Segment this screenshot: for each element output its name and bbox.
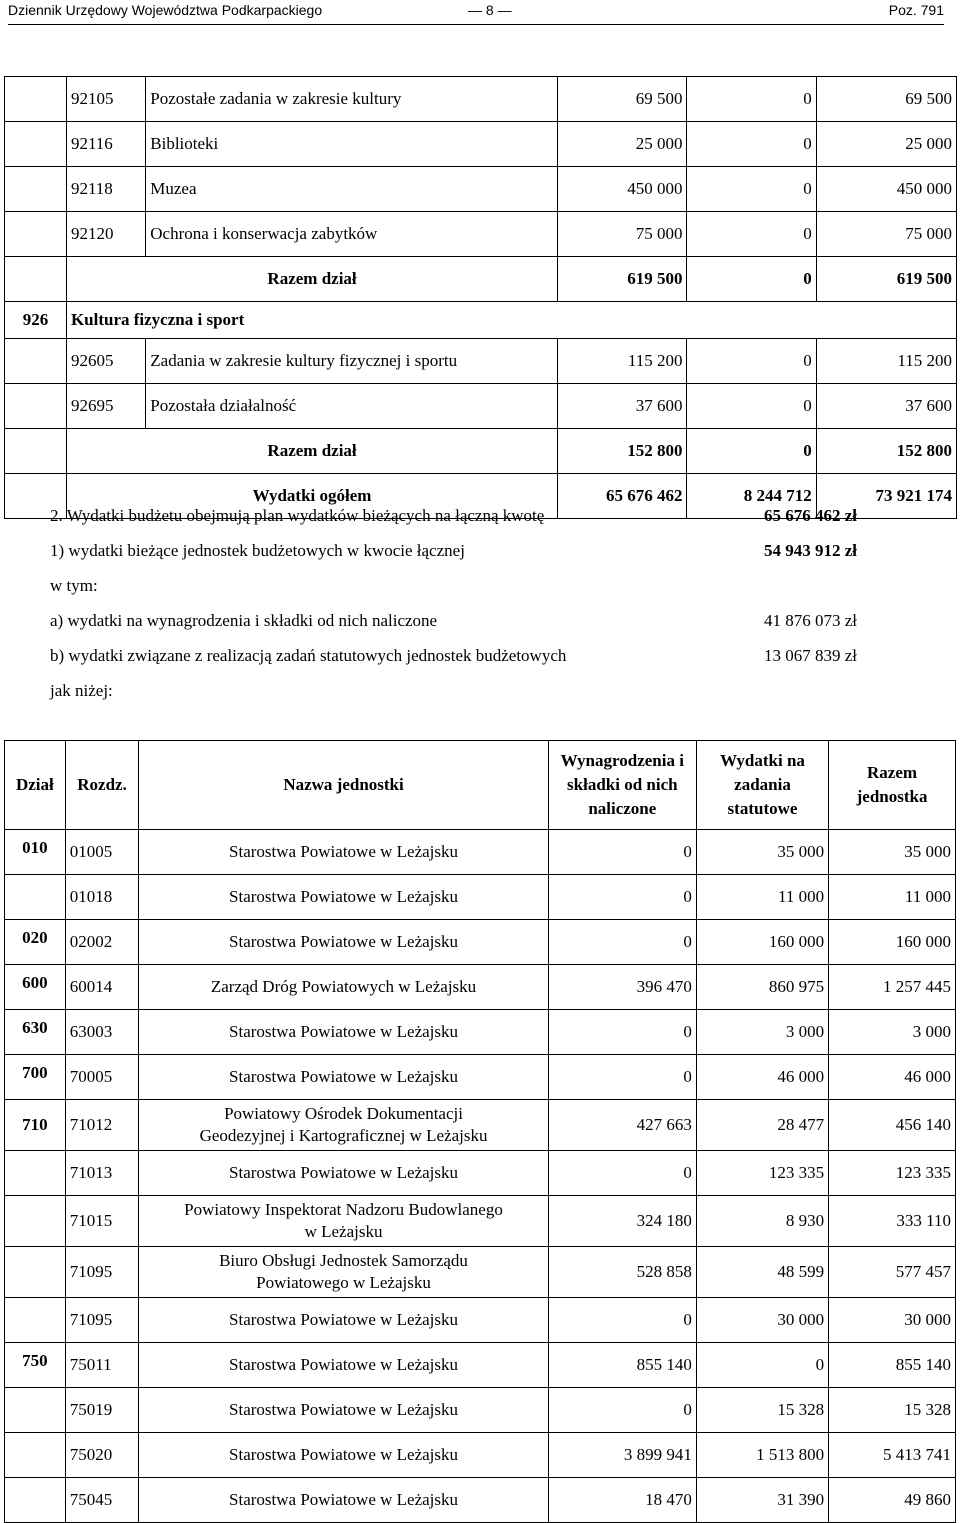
value-cell: 0 [687,257,816,302]
dzial-cell [5,875,66,920]
name-cell: Zadania w zakresie kultury fizycznej i sportu [146,339,558,384]
unit-name-line: Starostwa Powiatowe w Leżajsku [229,1355,459,1374]
total-cell: 123 335 [829,1151,956,1196]
summary-amount: 65 676 462 zł [764,506,858,525]
value-cell: 8 244 712 [687,474,816,519]
salaries-cell: 0 [548,1055,696,1100]
statutory-cell: 46 000 [696,1055,828,1100]
table-row [5,875,956,920]
page-number: — 8 — [468,2,512,18]
summary-line [50,673,930,708]
summary-text: 1) wydatki bieżące jednostek budżetowych w kwocie łącznej [50,541,465,560]
statutory-cell: 0 [696,1343,828,1388]
name-cell: Pozostała działalność [146,384,558,429]
salaries-cell: 0 [548,920,696,965]
dzial-cell [5,1478,66,1523]
unit-name-line: Powiatowy Inspektorat Nadzoru Budowlanego [184,1200,503,1219]
salaries-cell: 0 [548,1151,696,1196]
unit-name-line: Starostwa Powiatowe w Leżajsku [229,932,459,951]
dzial-cell: 010 [5,830,66,875]
unit-name-line: Starostwa Powiatowe w Leżajsku [229,1400,459,1419]
dzial-cell [5,212,67,257]
value-cell: 25 000 [558,122,687,167]
table-header-row [5,741,956,830]
statutory-cell: 3 000 [696,1010,828,1055]
table-row [5,384,957,429]
dzial-cell [5,1388,66,1433]
position-number: Poz. 791 [888,2,944,18]
unit-name-line: Powiatowy Ośrodek Dokumentacji [224,1104,463,1123]
section-number: 926 [5,302,67,339]
total-cell: 30 000 [829,1298,956,1343]
section-name: Kultura fizyczna i sport [66,302,956,339]
summary-amount: 54 943 912 zł [764,541,858,560]
summary-line [50,638,930,673]
value-cell: 69 500 [816,77,956,122]
summary-text: b) wydatki związane z realizacją zadań statutowych jednostek budżetowych [50,646,567,665]
page-header [8,0,944,25]
total-cell: 1 257 445 [829,965,956,1010]
dzial-cell [5,1151,66,1196]
table-row [5,122,957,167]
total-cell: 855 140 [829,1343,956,1388]
unit-name-line: Starostwa Powiatowe w Leżajsku [229,1445,459,1464]
summary-line [50,498,930,533]
table-row [5,429,957,474]
rozdzial-cell: 63003 [65,1010,139,1055]
total-cell: 456 140 [829,1100,956,1151]
table-row [5,1433,956,1478]
unit-name-cell [139,830,548,875]
statutory-cell: 48 599 [696,1247,828,1298]
value-cell: 0 [687,122,816,167]
unit-name-line: Starostwa Powiatowe w Leżajsku [229,1490,459,1509]
table-row [5,1055,956,1100]
name-cell: Biblioteki [146,122,558,167]
table-row [5,1010,956,1055]
salaries-cell: 0 [548,1010,696,1055]
unit-name-cell [139,1388,548,1433]
value-cell: 450 000 [816,167,956,212]
total-cell: 15 328 [829,1388,956,1433]
rozdzial-cell: 92695 [66,384,145,429]
total-cell: 49 860 [829,1478,956,1523]
summary-text: a) wydatki na wynagrodzenia i składki od nich naliczone [50,611,438,630]
salaries-cell: 0 [548,875,696,920]
statutory-cell: 8 930 [696,1196,828,1247]
value-cell: 73 921 174 [816,474,956,519]
rozdzial-cell: 60014 [65,965,139,1010]
total-cell: 46 000 [829,1055,956,1100]
salaries-cell: 0 [548,1298,696,1343]
summary-amount: 41 876 073 zł [764,611,858,630]
value-cell: 115 200 [816,339,956,384]
dzial-cell [5,167,67,212]
value-cell: 0 [687,384,816,429]
sum-label: Razem dział [66,429,557,474]
value-cell: 115 200 [558,339,687,384]
unit-name-cell [139,1196,548,1247]
total-cell: 160 000 [829,920,956,965]
summary-text: jak niżej: [50,681,113,700]
dzial-cell [5,1433,66,1478]
expenses-summary-section [50,498,930,708]
total-cell: 35 000 [829,830,956,875]
value-cell: 0 [687,339,816,384]
journal-title: Dziennik Urzędowy Województwa Podkarpackiego [8,2,323,18]
rozdzial-cell: 02002 [65,920,139,965]
rozdzial-cell: 71095 [65,1247,139,1298]
summary-line [50,568,930,603]
rozdzial-cell: 92105 [66,77,145,122]
unit-name-cell [139,965,548,1010]
units-expenses-table [4,740,956,1523]
salaries-cell: 0 [548,1388,696,1433]
table-row [5,830,956,875]
sum-label: Razem dział [66,257,557,302]
table-row [5,1298,956,1343]
rozdzial-cell: 71013 [65,1151,139,1196]
header-dzial: Dział [5,741,66,830]
unit-name-line: Starostwa Powiatowe w Leżajsku [229,842,459,861]
total-cell: 577 457 [829,1247,956,1298]
value-cell: 619 500 [558,257,687,302]
rozdzial-cell: 92118 [66,167,145,212]
dzial-cell [5,77,67,122]
value-cell: 0 [687,429,816,474]
table-row [5,302,957,339]
dzial-cell: 700 [5,1055,66,1100]
expenses-table-continued [4,76,957,519]
value-cell: 75 000 [558,212,687,257]
table-row [5,965,956,1010]
table-row [5,1196,956,1247]
salaries-cell: 3 899 941 [548,1433,696,1478]
unit-name-line: Starostwa Powiatowe w Leżajsku [229,887,459,906]
unit-name-cell [139,1478,548,1523]
value-cell: 37 600 [816,384,956,429]
rozdzial-cell: 92116 [66,122,145,167]
unit-name-cell [139,920,548,965]
unit-name-cell [139,1055,548,1100]
salaries-cell: 396 470 [548,965,696,1010]
value-cell: 69 500 [558,77,687,122]
value-cell: 152 800 [558,429,687,474]
table-row [5,1478,956,1523]
rozdzial-cell: 92120 [66,212,145,257]
salaries-cell: 427 663 [548,1100,696,1151]
rozdzial-cell: 01005 [65,830,139,875]
header-total: Razem jednostka [829,741,956,830]
value-cell: 152 800 [816,429,956,474]
total-cell: 5 413 741 [829,1433,956,1478]
rozdzial-cell: 75011 [65,1343,139,1388]
dzial-cell [5,339,67,384]
name-cell: Pozostałe zadania w zakresie kultury [146,77,558,122]
statutory-cell: 860 975 [696,965,828,1010]
value-cell: 0 [687,77,816,122]
empty-cell [5,257,67,302]
empty-cell [5,429,67,474]
rozdzial-cell: 75020 [65,1433,139,1478]
summary-line [50,533,930,568]
unit-name-cell [139,1151,548,1196]
salaries-cell: 0 [548,830,696,875]
unit-name-line: Powiatowego w Leżajsku [256,1273,431,1292]
value-cell: 75 000 [816,212,956,257]
statutory-cell: 35 000 [696,830,828,875]
unit-name-line: Zarząd Dróg Powiatowych w Leżajsku [210,977,477,996]
statutory-cell: 15 328 [696,1388,828,1433]
dzial-cell [5,1247,66,1298]
unit-name-line: Starostwa Powiatowe w Leżajsku [229,1022,459,1041]
statutory-cell: 30 000 [696,1298,828,1343]
header-salaries: Wynagrodzenia i składki od nich naliczone [548,741,696,830]
name-cell: Ochrona i konserwacja zabytków [146,212,558,257]
rozdzial-cell: 71015 [65,1196,139,1247]
table-row [5,1151,956,1196]
unit-name-line: Starostwa Powiatowe w Leżajsku [229,1310,459,1329]
table-row [5,212,957,257]
unit-name-cell [139,1010,548,1055]
summary-amount: 13 067 839 zł [764,646,858,665]
summary-line [50,603,930,638]
statutory-cell: 31 390 [696,1478,828,1523]
statutory-cell: 1 513 800 [696,1433,828,1478]
header-statutory: Wydatki na zadania statutowe [696,741,828,830]
salaries-cell: 324 180 [548,1196,696,1247]
summary-text: 2. Wydatki budżetu obejmują plan wydatków bieżących na łączną kwotę [50,506,545,525]
dzial-cell [5,1196,66,1247]
rozdzial-cell: 92605 [66,339,145,384]
rozdzial-cell: 01018 [65,875,139,920]
statutory-cell: 123 335 [696,1151,828,1196]
dzial-cell [5,1298,66,1343]
value-cell: 450 000 [558,167,687,212]
table-row [5,167,957,212]
rozdzial-cell: 71095 [65,1298,139,1343]
dzial-cell [5,384,67,429]
value-cell: 25 000 [816,122,956,167]
name-cell: Muzea [146,167,558,212]
unit-name-line: Geodezyjnej i Kartograficznej w Leżajsku [199,1126,488,1145]
table-row [5,257,957,302]
table-row [5,1343,956,1388]
table-row [5,339,957,384]
unit-name-cell [139,1298,548,1343]
dzial-cell: 750 [5,1343,66,1388]
value-cell: 0 [687,167,816,212]
unit-name-cell [139,1100,548,1151]
total-cell: 11 000 [829,875,956,920]
table-row [5,1247,956,1298]
rozdzial-cell: 75019 [65,1388,139,1433]
dzial-cell [5,122,67,167]
header-rozdz: Rozdz. [65,741,139,830]
rozdzial-cell: 75045 [65,1478,139,1523]
statutory-cell: 11 000 [696,875,828,920]
rozdzial-cell: 71012 [65,1100,139,1151]
table-row [5,1388,956,1433]
dzial-cell: 630 [5,1010,66,1055]
unit-name-line: Starostwa Powiatowe w Leżajsku [229,1067,459,1086]
rozdzial-cell: 70005 [65,1055,139,1100]
unit-name-line: Biuro Obsługi Jednostek Samorządu [219,1251,468,1270]
salaries-cell: 528 858 [548,1247,696,1298]
statutory-cell: 28 477 [696,1100,828,1151]
sum-label: Wydatki ogółem [66,474,557,519]
total-cell: 333 110 [829,1196,956,1247]
dzial-cell: 020 [5,920,66,965]
summary-text: w tym: [50,576,98,595]
dzial-cell: 600 [5,965,66,1010]
salaries-cell: 855 140 [548,1343,696,1388]
unit-name-cell [139,1247,548,1298]
value-cell: 0 [687,212,816,257]
table-row [5,920,956,965]
unit-name-cell [139,1343,548,1388]
unit-name-line: w Leżajsku [304,1222,383,1241]
table-row [5,77,957,122]
value-cell: 619 500 [816,257,956,302]
header-unit-name: Nazwa jednostki [139,741,548,830]
unit-name-line: Starostwa Powiatowe w Leżajsku [229,1163,459,1182]
unit-name-cell [139,875,548,920]
total-cell: 3 000 [829,1010,956,1055]
statutory-cell: 160 000 [696,920,828,965]
value-cell: 37 600 [558,384,687,429]
salaries-cell: 18 470 [548,1478,696,1523]
dzial-cell: 710 [5,1100,66,1151]
value-cell: 65 676 462 [558,474,687,519]
unit-name-cell [139,1433,548,1478]
table-row [5,1100,956,1151]
